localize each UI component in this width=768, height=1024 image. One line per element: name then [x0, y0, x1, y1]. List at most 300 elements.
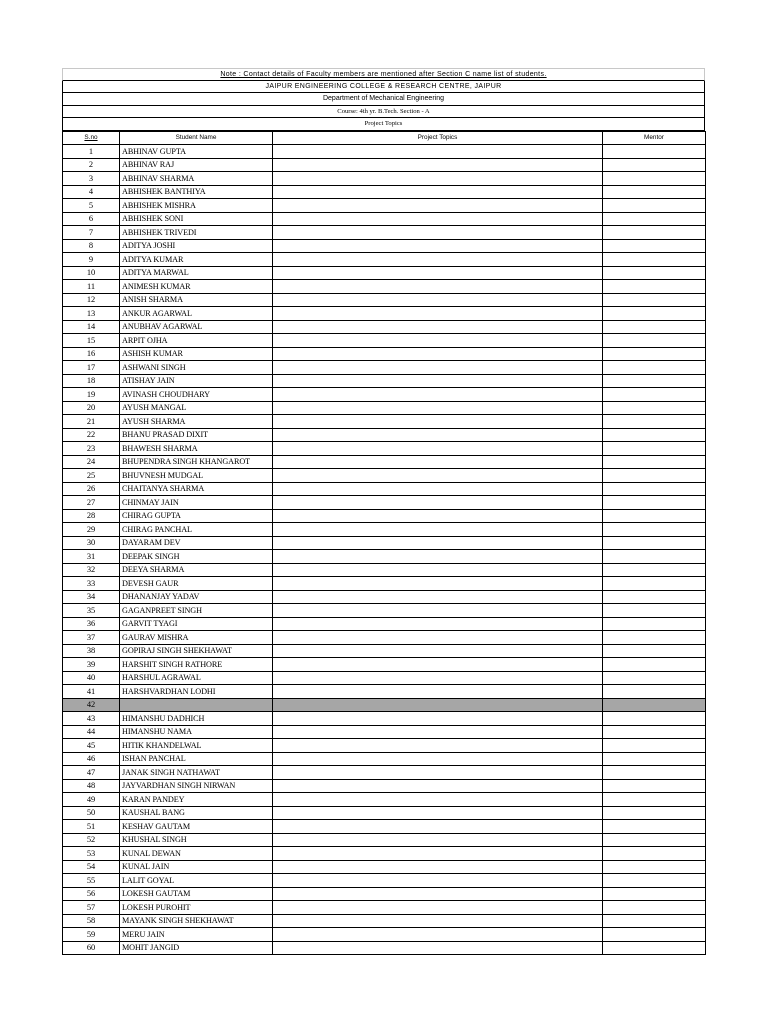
table-row [63, 239, 706, 253]
row-sno-cell: 55 [63, 874, 120, 888]
row-project-topic-cell [273, 847, 603, 861]
table-row [63, 361, 706, 375]
row-mentor-cell [603, 199, 706, 213]
row-sno-cell: 27 [63, 496, 120, 510]
table-row [63, 172, 706, 186]
row-student-name-cell: CHAITANYA SHARMA [120, 482, 273, 496]
row-student-name-cell: ABHINAV RAJ [120, 158, 273, 172]
row-mentor-cell [603, 185, 706, 199]
row-project-topic-cell [273, 820, 603, 834]
table-row [63, 766, 706, 780]
row-student-name-cell: ISHAN PANCHAL [120, 752, 273, 766]
row-sno-cell: 14 [63, 320, 120, 334]
row-sno-cell: 23 [63, 442, 120, 456]
row-sno-cell: 59 [63, 928, 120, 942]
row-student-name-cell: ANKUR AGARWAL [120, 307, 273, 321]
row-mentor-cell [603, 820, 706, 834]
row-student-name-cell: MAYANK SINGH SHEKHAWAT [120, 914, 273, 928]
row-project-topic-cell [273, 509, 603, 523]
table-row [63, 577, 706, 591]
row-sno-cell: 26 [63, 482, 120, 496]
table-row [63, 874, 706, 888]
row-project-topic-cell [273, 442, 603, 456]
row-sno-cell: 5 [63, 199, 120, 213]
row-project-topic-cell [273, 212, 603, 226]
row-sno-cell: 9 [63, 253, 120, 267]
row-mentor-cell [603, 509, 706, 523]
row-mentor-cell [603, 887, 706, 901]
row-mentor-cell [603, 658, 706, 672]
table-row [63, 388, 706, 402]
row-student-name-cell: GOPIRAJ SINGH SHEKHAWAT [120, 644, 273, 658]
project-topics-sheet [62, 68, 705, 955]
row-sno-cell: 16 [63, 347, 120, 361]
row-project-topic-cell [273, 293, 603, 307]
row-mentor-cell [603, 806, 706, 820]
row-student-name-cell: GAGANPREET SINGH [120, 604, 273, 618]
table-row [63, 563, 706, 577]
row-mentor-cell [603, 361, 706, 375]
table-row [63, 725, 706, 739]
row-sno-cell: 56 [63, 887, 120, 901]
row-mentor-cell [603, 941, 706, 955]
row-project-topic-cell [273, 280, 603, 294]
row-sno-cell: 33 [63, 577, 120, 591]
row-mentor-cell [603, 158, 706, 172]
row-sno-cell: 7 [63, 226, 120, 240]
row-student-name-cell: KUNAL DEWAN [120, 847, 273, 861]
row-student-name-cell: MOHIT JANGID [120, 941, 273, 955]
row-mentor-cell [603, 631, 706, 645]
row-sno-cell: 48 [63, 779, 120, 793]
row-student-name-cell: ATISHAY JAIN [120, 374, 273, 388]
table-body [63, 145, 706, 955]
row-project-topic-cell [273, 266, 603, 280]
row-student-name-cell: ABHINAV SHARMA [120, 172, 273, 186]
row-mentor-cell [603, 347, 706, 361]
row-project-topic-cell [273, 496, 603, 510]
row-project-topic-cell [273, 199, 603, 213]
table-row [63, 185, 706, 199]
row-student-name-cell: JANAK SINGH NATHAWAT [120, 766, 273, 780]
row-project-topic-cell [273, 833, 603, 847]
row-student-name-cell: HIMANSHU DADHICH [120, 712, 273, 726]
row-student-name-cell: ASHISH KUMAR [120, 347, 273, 361]
row-mentor-cell [603, 725, 706, 739]
row-sno-cell: 43 [63, 712, 120, 726]
row-student-name-cell: CHIRAG PANCHAL [120, 523, 273, 537]
table-row [63, 469, 706, 483]
row-project-topic-cell [273, 482, 603, 496]
row-project-topic-cell [273, 401, 603, 415]
row-mentor-cell [603, 374, 706, 388]
table-row [63, 158, 706, 172]
row-student-name-cell: ANUBHAV AGARWAL [120, 320, 273, 334]
row-student-name-cell: AYUSH MANGAL [120, 401, 273, 415]
row-project-topic-cell [273, 712, 603, 726]
row-sno-cell: 19 [63, 388, 120, 402]
row-mentor-cell [603, 523, 706, 537]
row-student-name-cell: ANISH SHARMA [120, 293, 273, 307]
table-row [63, 347, 706, 361]
row-student-name-cell: LALIT GOYAL [120, 874, 273, 888]
column-header-mentor: Mentor [603, 131, 706, 145]
row-project-topic-cell [273, 779, 603, 793]
row-mentor-cell [603, 860, 706, 874]
row-mentor-cell [603, 577, 706, 591]
table-row [63, 928, 706, 942]
row-project-topic-cell [273, 658, 603, 672]
row-project-topic-cell [273, 469, 603, 483]
row-sno-cell: 34 [63, 590, 120, 604]
note-text: Note : Contact details of Faculty members are mentioned after Section C name list of students. [220, 71, 547, 78]
row-mentor-cell [603, 563, 706, 577]
row-sno-cell: 31 [63, 550, 120, 564]
row-student-name-cell: GARVIT TYAGI [120, 617, 273, 631]
row-sno-cell: 3 [63, 172, 120, 186]
row-sno-cell: 21 [63, 415, 120, 429]
row-mentor-cell [603, 928, 706, 942]
table-row [63, 631, 706, 645]
row-sno-cell: 44 [63, 725, 120, 739]
table-row [63, 455, 706, 469]
row-student-name-cell: ABHINAV GUPTA [120, 145, 273, 159]
table-row [63, 226, 706, 240]
row-project-topic-cell [273, 793, 603, 807]
row-project-topic-cell [273, 644, 603, 658]
row-sno-cell: 40 [63, 671, 120, 685]
row-student-name-cell: AYUSH SHARMA [120, 415, 273, 429]
row-student-name-cell: ADITYA JOSHI [120, 239, 273, 253]
row-project-topic-cell [273, 361, 603, 375]
row-project-topic-cell [273, 631, 603, 645]
row-student-name-cell: CHINMAY JAIN [120, 496, 273, 510]
row-mentor-cell [603, 833, 706, 847]
row-mentor-cell [603, 280, 706, 294]
row-student-name-cell: ADITYA KUMAR [120, 253, 273, 267]
row-sno-cell: 18 [63, 374, 120, 388]
table-row [63, 671, 706, 685]
row-sno-cell: 1 [63, 145, 120, 159]
row-project-topic-cell [273, 874, 603, 888]
row-mentor-cell [603, 226, 706, 240]
row-sno-cell: 12 [63, 293, 120, 307]
row-mentor-cell [603, 253, 706, 267]
note-row [62, 68, 705, 81]
row-sno-cell: 52 [63, 833, 120, 847]
table-row [63, 901, 706, 915]
table-row [63, 509, 706, 523]
college-title: JAIPUR ENGINEERING COLLEGE & RESEARCH CENTRE, JAIPUR [62, 81, 705, 94]
row-project-topic-cell [273, 455, 603, 469]
row-sno-cell: 49 [63, 793, 120, 807]
row-student-name-cell: DEEPAK SINGH [120, 550, 273, 564]
row-project-topic-cell [273, 226, 603, 240]
row-student-name-cell: HARSHVARDHAN LODHI [120, 685, 273, 699]
row-student-name-cell: ADITYA MARWAL [120, 266, 273, 280]
row-project-topic-cell [273, 388, 603, 402]
row-mentor-cell [603, 752, 706, 766]
row-sno-cell: 17 [63, 361, 120, 375]
column-header-student-name: Student Name [120, 131, 273, 145]
table-row [63, 199, 706, 213]
row-student-name-cell: BHAWESH SHARMA [120, 442, 273, 456]
table-row [63, 374, 706, 388]
row-mentor-cell [603, 779, 706, 793]
row-student-name-cell: ARPIT OJHA [120, 334, 273, 348]
row-sno-cell: 36 [63, 617, 120, 631]
department-title: Department of Mechanical Engineering [62, 93, 705, 106]
row-student-name-cell: KARAN PANDEY [120, 793, 273, 807]
row-project-topic-cell [273, 604, 603, 618]
row-sno-cell: 32 [63, 563, 120, 577]
row-mentor-cell [603, 442, 706, 456]
table-row [63, 320, 706, 334]
row-project-topic-cell [273, 145, 603, 159]
table-row [63, 590, 706, 604]
row-sno-cell: 50 [63, 806, 120, 820]
row-sno-cell: 57 [63, 901, 120, 915]
row-mentor-cell [603, 901, 706, 915]
section-title: Project Topics [62, 118, 705, 131]
table-row [63, 779, 706, 793]
row-student-name-cell: DHANANJAY YADAV [120, 590, 273, 604]
row-student-name-cell: JAYVARDHAN SINGH NIRWAN [120, 779, 273, 793]
table-row [63, 212, 706, 226]
row-mentor-cell [603, 914, 706, 928]
row-student-name-cell: HARSHIT SINGH RATHORE [120, 658, 273, 672]
row-project-topic-cell [273, 185, 603, 199]
table-row [63, 266, 706, 280]
row-mentor-cell [603, 469, 706, 483]
row-sno-cell: 58 [63, 914, 120, 928]
row-student-name-cell: LOKESH PUROHIT [120, 901, 273, 915]
row-project-topic-cell [273, 698, 603, 712]
table-row [63, 941, 706, 955]
row-mentor-cell [603, 739, 706, 753]
row-project-topic-cell [273, 887, 603, 901]
table-row [63, 752, 706, 766]
row-project-topic-cell [273, 415, 603, 429]
table-row [63, 536, 706, 550]
row-sno-cell: 25 [63, 469, 120, 483]
row-student-name-cell: KAUSHAL BANG [120, 806, 273, 820]
students-table [62, 131, 706, 956]
table-row [63, 401, 706, 415]
table-row [63, 914, 706, 928]
table-row [63, 604, 706, 618]
row-sno-cell: 51 [63, 820, 120, 834]
row-student-name-cell: ABHISHEK TRIVEDI [120, 226, 273, 240]
row-sno-cell: 29 [63, 523, 120, 537]
row-project-topic-cell [273, 253, 603, 267]
table-row [63, 887, 706, 901]
row-mentor-cell [603, 712, 706, 726]
table-row [63, 739, 706, 753]
row-mentor-cell [603, 415, 706, 429]
row-sno-cell: 47 [63, 766, 120, 780]
row-sno-cell: 22 [63, 428, 120, 442]
row-project-topic-cell [273, 766, 603, 780]
row-sno-cell: 6 [63, 212, 120, 226]
row-project-topic-cell [273, 752, 603, 766]
row-project-topic-cell [273, 536, 603, 550]
row-project-topic-cell [273, 671, 603, 685]
row-sno-cell: 8 [63, 239, 120, 253]
row-mentor-cell [603, 388, 706, 402]
table-row [63, 442, 706, 456]
row-mentor-cell [603, 874, 706, 888]
row-sno-cell: 39 [63, 658, 120, 672]
row-student-name-cell: ABHISHEK SONI [120, 212, 273, 226]
row-student-name-cell: DEVESH GAUR [120, 577, 273, 591]
row-student-name-cell: ANIMESH KUMAR [120, 280, 273, 294]
row-mentor-cell [603, 644, 706, 658]
row-mentor-cell [603, 428, 706, 442]
row-student-name-cell: ABHISHEK MISHRA [120, 199, 273, 213]
row-sno-cell: 2 [63, 158, 120, 172]
row-project-topic-cell [273, 320, 603, 334]
row-student-name-cell: DAYARAM DEV [120, 536, 273, 550]
row-project-topic-cell [273, 928, 603, 942]
row-mentor-cell [603, 172, 706, 186]
table-row [63, 253, 706, 267]
table-row [63, 496, 706, 510]
row-mentor-cell [603, 239, 706, 253]
table-row [63, 712, 706, 726]
table-row [63, 658, 706, 672]
row-project-topic-cell [273, 158, 603, 172]
row-project-topic-cell [273, 617, 603, 631]
row-project-topic-cell [273, 941, 603, 955]
row-mentor-cell [603, 617, 706, 631]
row-project-topic-cell [273, 307, 603, 321]
row-project-topic-cell [273, 550, 603, 564]
row-mentor-cell [603, 766, 706, 780]
table-row [63, 860, 706, 874]
row-mentor-cell [603, 685, 706, 699]
row-sno-cell: 45 [63, 739, 120, 753]
row-sno-cell: 30 [63, 536, 120, 550]
row-mentor-cell [603, 698, 706, 712]
row-student-name-cell: HIMANSHU NAMA [120, 725, 273, 739]
table-row [63, 617, 706, 631]
row-sno-cell: 4 [63, 185, 120, 199]
row-student-name-cell: ASHWANI SINGH [120, 361, 273, 375]
row-project-topic-cell [273, 563, 603, 577]
row-student-name-cell: KUNAL JAIN [120, 860, 273, 874]
table-row [63, 685, 706, 699]
course-title: Course: 4th yr. B.Tech. Section - A [62, 106, 705, 119]
row-sno-cell: 20 [63, 401, 120, 415]
row-student-name-cell: ABHISHEK BANTHIYA [120, 185, 273, 199]
row-student-name-cell: BHANU PRASAD DIXIT [120, 428, 273, 442]
row-student-name-cell: DEEYA SHARMA [120, 563, 273, 577]
row-mentor-cell [603, 266, 706, 280]
row-student-name-cell: KHUSHAL SINGH [120, 833, 273, 847]
row-project-topic-cell [273, 901, 603, 915]
table-row [63, 833, 706, 847]
column-header-project-topics: Project Topics [273, 131, 603, 145]
row-project-topic-cell [273, 577, 603, 591]
row-student-name-cell: MERU JAIN [120, 928, 273, 942]
row-project-topic-cell [273, 239, 603, 253]
table-row [63, 280, 706, 294]
row-project-topic-cell [273, 806, 603, 820]
row-mentor-cell [603, 320, 706, 334]
row-sno-cell: 38 [63, 644, 120, 658]
row-sno-cell: 37 [63, 631, 120, 645]
row-sno-cell: 35 [63, 604, 120, 618]
row-sno-cell: 41 [63, 685, 120, 699]
table-row [63, 820, 706, 834]
table-header-row [63, 131, 706, 145]
row-project-topic-cell [273, 914, 603, 928]
row-student-name-cell: KESHAV GAUTAM [120, 820, 273, 834]
row-student-name-cell: LOKESH GAUTAM [120, 887, 273, 901]
table-row [63, 806, 706, 820]
row-sno-cell: 11 [63, 280, 120, 294]
row-mentor-cell [603, 334, 706, 348]
row-project-topic-cell [273, 523, 603, 537]
row-student-name-cell: HARSHUL AGRAWAL [120, 671, 273, 685]
row-mentor-cell [603, 536, 706, 550]
table-row [63, 334, 706, 348]
row-student-name-cell: CHIRAG GUPTA [120, 509, 273, 523]
row-mentor-cell [603, 671, 706, 685]
table-row [63, 793, 706, 807]
row-mentor-cell [603, 212, 706, 226]
row-mentor-cell [603, 307, 706, 321]
table-row [63, 428, 706, 442]
row-mentor-cell [603, 550, 706, 564]
row-project-topic-cell [273, 590, 603, 604]
row-project-topic-cell [273, 172, 603, 186]
row-project-topic-cell [273, 725, 603, 739]
row-mentor-cell [603, 496, 706, 510]
table-row [63, 698, 706, 712]
row-sno-cell: 46 [63, 752, 120, 766]
row-mentor-cell [603, 590, 706, 604]
row-mentor-cell [603, 455, 706, 469]
row-mentor-cell [603, 145, 706, 159]
row-student-name-cell [120, 698, 273, 712]
table-row [63, 415, 706, 429]
table-row [63, 847, 706, 861]
table-row [63, 644, 706, 658]
row-sno-cell: 60 [63, 941, 120, 955]
row-sno-cell: 13 [63, 307, 120, 321]
row-mentor-cell [603, 604, 706, 618]
row-mentor-cell [603, 401, 706, 415]
row-student-name-cell: BHUPENDRA SINGH KHANGAROT [120, 455, 273, 469]
row-project-topic-cell [273, 739, 603, 753]
row-mentor-cell [603, 482, 706, 496]
row-project-topic-cell [273, 428, 603, 442]
table-row [63, 145, 706, 159]
row-project-topic-cell [273, 685, 603, 699]
row-sno-cell: 24 [63, 455, 120, 469]
row-project-topic-cell [273, 347, 603, 361]
column-header-sno: S.no [63, 131, 120, 145]
row-mentor-cell [603, 793, 706, 807]
row-mentor-cell [603, 847, 706, 861]
row-sno-cell: 42 [63, 698, 120, 712]
row-sno-cell: 10 [63, 266, 120, 280]
row-project-topic-cell [273, 860, 603, 874]
row-sno-cell: 54 [63, 860, 120, 874]
row-student-name-cell: BHUVNESH MUDGAL [120, 469, 273, 483]
